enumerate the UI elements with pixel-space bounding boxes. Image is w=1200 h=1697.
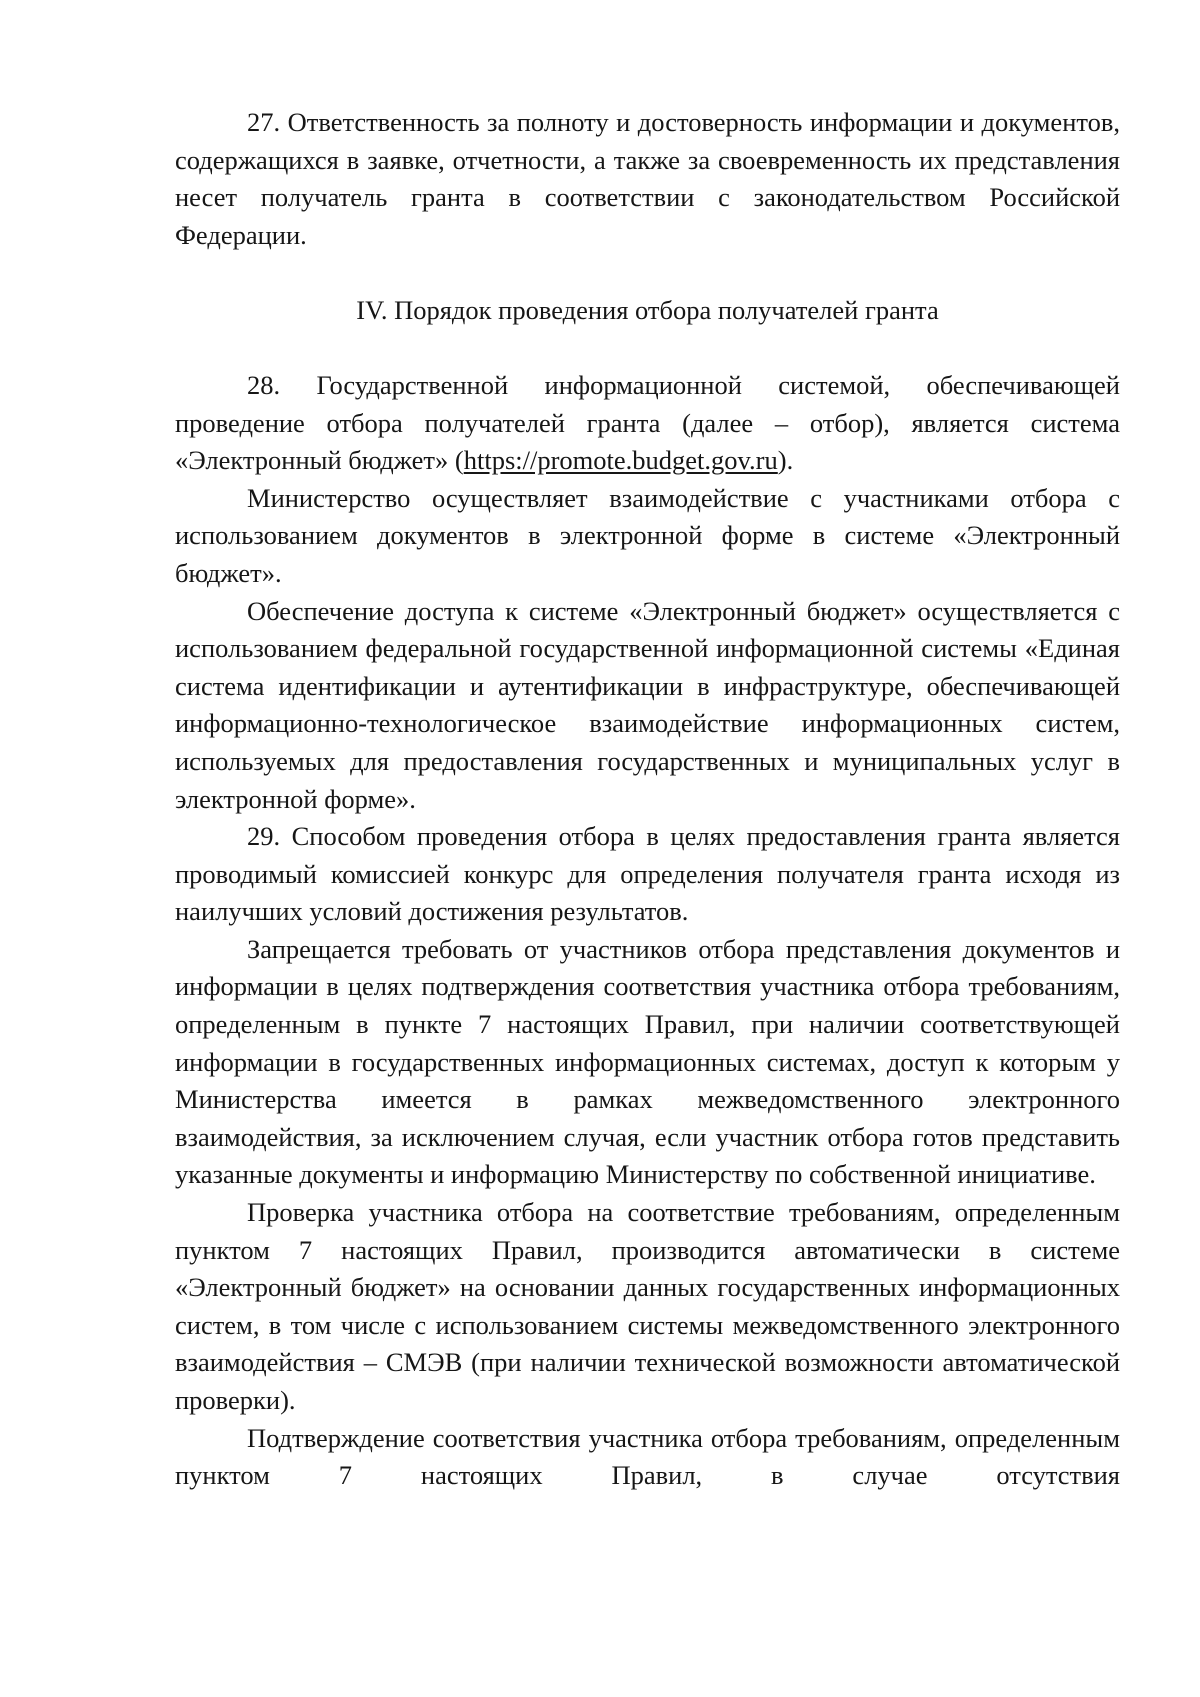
paragraph-28 [175,367,1120,480]
paragraph-29-confirm: Подтверждение соответствия участника отбора требованиям, определенным пунктом 7 настоящих Правил, в случае отсутствия [175,1422,1120,1491]
paragraph-28-end: ). [777,445,794,476]
paragraph-29-check: Проверка участника отбора на соответствие требованиям, определенным пунктом 7 настоящих Правил, производится автоматически в системе «Электронный бюджет» на основании данных государственных информационных систем, в том числе с использованием системы межведомственного электронного взаимодействия – СМЭВ (при наличии технической возможности автоматической проверки). [175,1197,1120,1415]
document-page [175,104,1120,1495]
paragraph-28-text: 28. Государственной информационной системой, обеспечивающей проведение отбора получателей гранта (далее – отбор), является система «Электронный бюджет» ( [175,369,1120,476]
paragraph-29-prohibition: Запрещается требовать от участников отбора представления документов и информации в целях подтверждения соответствия участника отбора требованиям, определенным в пункте 7 настоящих Правил, при наличии соответствующей информации в государственных информационных системах, доступ к которым у Министерства имеется в рамках межведомственного электронного взаимодействия, за исключением случая, если участник отбора готов представить указанные документы и информацию Министерству по собственной инициативе. [175,933,1120,1190]
paragraph-28-access: Обеспечение доступа к системе «Электронный бюджет» осуществляется с использованием федеральной государственной информационной системы «Единая система идентификации и аутентификации в инфраструктуре, обеспечивающей информационно-технологическое взаимодействие информационных систем, используемых для предоставления государственных и муниципальных услуг в электронной форме». [175,595,1120,814]
section-heading: IV. Порядок проведения отбора получателей гранта [356,295,939,326]
paragraph-29: 29. Способом проведения отбора в целях предоставления гранта является проводимый комиссией конкурс для определения получателя гранта исходя из наилучших условий достижения результатов. [175,821,1120,927]
paragraph-27: 27. Ответственность за полноту и достоверность информации и документов, содержащихся в заявке, отчетности, а также за своевременность их представления несет получатель гранта в соответствии с законодательством Российской Федерации. [175,107,1120,250]
paragraph-28-interaction: Министерство осуществляет взаимодействие с участниками отбора с использованием документов в электронной форме в системе «Электронный бюджет». [175,482,1120,588]
budget-portal-link[interactable]: https://promote.budget.gov.ru [463,445,778,476]
